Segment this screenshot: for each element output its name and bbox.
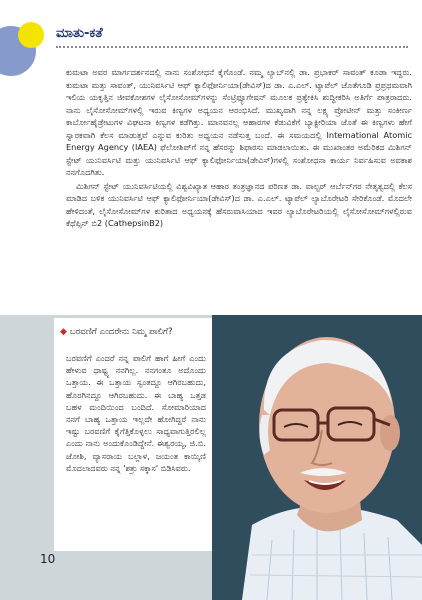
interview-question <box>60 326 206 339</box>
decorative-yellow-circle <box>18 22 44 48</box>
article-body <box>66 66 412 231</box>
portrait-photo <box>212 315 422 600</box>
header-dotted-rule <box>56 46 408 48</box>
section-title: ಮಾತು-ಕತೆ <box>56 26 103 41</box>
portrait-illustration <box>212 315 422 600</box>
page-number: 10 <box>40 552 56 566</box>
diamond-bullet-icon: ◆ <box>60 327 67 337</box>
interview-answer: ಬರವಣಿಗೆ ಎಂದರೆ ನನ್ನ ಪಾಲಿಗೆ ಹಾಗೆ ಹೀಗೆ ಎಂದು ಹೇಳುವ ಧಾಷ್ಟ್ಯ ನನಗಿಲ್ಲ. ನನಗಂತೂ ಅದೊಂದು ಒತ್ತಾಯ. ಈ ಒತ್ತಾಯ ಸ್ವಂತದ್ದೂ ಆಗಿರಬಹುದು, ಹೊರಗಿನದ್ದೂ ಆಗಿರಬಹುದು. ಈ ಬಾಹ್ಯ ಒತ್ತಡ ಬಹಳ ಮಂದಿಯಿಂದ ಬಂದಿದೆ. ಸೋಮಾರಿಯಾದ ನನಗೆ ಬಾಹ್ಯ ಒತ್ತಾಯ ಇಲ್ಲದೇ ಹೋಗಿದ್ದರೆ ನಾನು ಇಷ್ಟು ಬರವಣಿಗೆ ಕೈಗೆತ್ತಿಕೊಳ್ಳಲು ಸಾಧ್ಯವಾಗುತ್ತಿರಲಿಲ್ಲ ಎಂದು ನಾನು ಅಂದುಕೊಂಡಿದ್ದೇನೆ. ಈಶ್ವರಯ್ಯ, ಜಿ.ಬಿ. ಜೋಶಿ, ವ್ಯಾಸರಾಯ ಬಲ್ಲಾಳ, ಜಯಂತ ಕಾಯ್ಕಿಣಿ ಮೊದಲಾದವರು ನನ್ನ 'ಶತ್ರು ಸಕ್ಕಾಸ' ಬಿಡಿಸಿವರು. <box>66 353 206 473</box>
question-text: ಬರವಣಿಗೆ ಎಂದರೇನು ನಿಮ್ಮ ಪಾಲಿಗೆ? <box>69 327 173 337</box>
article-paragraph: ಕುಮಟಾ ಅವರ ಮಾರ್ಗದರ್ಶನದಲ್ಲಿ ನಾನು ಸಂಶೋಧನೆ ಕೈಗೊಂಡೆ. ನಮ್ಮ ಲ್ಯಾಬ್‌ನಲ್ಲಿ ಡಾ. ಪ್ರಭಾಕರ್ ಸಾವಂತ್ ಕೂಡಾ ಇದ್ದರು. ಕುಮಟಾ ಮತ್ತು ಸಾವಂತ್, ಯುನಿವರ್ಸಿಟಿ ಆಫ್ ಕ್ಯಾಲಿಫೋರ್ನಿಯಾ(ಡೇವಿಸ್)ದ ಡಾ. ಎ.ಎಲ್. ಟ್ಯಾಪೆಲ್ ಜೊತೆಗೂಡಿ ಪ್ರಪ್ರಥಮವಾಗಿ ಇಲಿಯ ಯಕೃತ್ತಿನ ಜೀವಕೋಶಗಳ ಲೈಸೋಸೋಮ್‌ಗಳನ್ನು ಸೆಂಟ್ರಿಫ್ಯೂಗೇಷನ್ ಮೂಲಕ ಪ್ರತ್ಯೇಕಿಸಿ ಶುದ್ಧೀಕರಿಸಿ ಅತಿರ್ಗೆ ಪಾತ್ರರಾದರು. ನಾನು ಲೈಸೋಸೋಮ್‌ಗಳಲ್ಲಿ ಇರುವ ಕಿಣ್ವಗಳ ಅಧ್ಯಯನ ಆರಂಭಿಸಿದೆ. ಮುಖ್ಯವಾಗಿ ನನ್ನ ಲಕ್ಷ್ಯ ಪ್ರೋಟೀನ್ ಮತ್ತು ಸಂಕೀರ್ಣ ಕಾರ್ಬೋಹೈಡ್ರೇಟುಗಳ ವಿಘಟನಾ ಕಿಣ್ವಗಳ ಕಡೆಗಿತ್ತು. ಮಾನವನಲ್ಲ ಆಹಾರಗಳ ಕೆಡುವಿಕೆಗೆ ಬ್ಯಾಕ್ಟೀರಿಯಾ ಜೊತೆ ಈ ಕಿಣ್ವಗಳು ಹೇಗೆ ಸ್ವಾರಕವಾಗಿ ಕೆಲಸ ಮಾಡುತ್ತವೆ ಎನ್ನುವ ಕುರಿತು ಅಧ್ಯಯನ ನಡೆಸುತ್ತ ಬಂದೆ. ಈ ಸಮಯದಲ್ಲಿ International Atomic Energy Agency (IAEA) ಫೆಲೋಶಿಪ್‌ಗೆ ನನ್ನ ಹೆಸರನ್ನು ಶಿಫಾರಸು ಮಾಡಲಾಯಿತು. ಈ ಮುಖಾಂತರ ಅಮೆರಿಕದ ಮಿಶಿಗನ್ ಸ್ಟೇಟ್ ಯುನಿವರ್ಸಿಟಿ ಮತ್ತು ಯುನಿವರ್ಸಿಟಿ ಆಫ್ ಕ್ಯಾಲಿಫೋರ್ನಿಯಾ(ಡೇವಿಸ್)ಗಳಲ್ಲಿ ಸಂಶೋಧನಾ ಕಾರ್ಯ ನಿರ್ವಹಿಸುವ ಅವಕಾಶ ನನಗೊದಗಿತು. <box>66 67 412 177</box>
article-paragraph: ಮಿಶಿಗನ್ ಸ್ಟೇಟ್ ಯುನಿವರ್ಸಿಟಿಯಲ್ಲಿ ವಿಶ್ವವಿಖ್ಯಾತ ಆಹಾರ ತಂತ್ರಜ್ಞಾನದ ಪರಿಣತ ಡಾ. ವಾಲ್ಟರ್ ಆರ್ಬೆನ್‌ಗರ ನೇತೃತ್ವದಲ್ಲಿ ಕೆಲಸ ಮಾಡಿದ ಬಳಿಕ ಯುನಿವರ್ಸಿಟಿ ಆಫ್ ಕ್ಯಾಲಿಫೋರ್ನಿಯಾ(ಡೇವಿಸ್)ದ ಡಾ. ಎ.ಎಲ್. ಟ್ಯಾಪೆಲ್ ಲ್ಯಾಬೊರೇಟರಿ ಸೇರಿಕೊಂಡೆ. ಮೊದಲೇ ಹೇಳಿದಂತೆ, ಲೈಸೋಸೋಮ್‌ಗಳ ಕುರಿತಾದ ಅಧ್ಯಯನಕ್ಕೆ ಹೆಸರುವಾಸಿಯಾದ ಇವರ ಲ್ಯಾಬೊರೇಟರಿಯಲ್ಲಿ ಲೈಸೋಸೋಮ್‌ಗಳಲ್ಲಿರುವ ಕೆಥೆಪ್ಸಿನ್ ಬಿ2 (CathepsinB2) <box>66 180 412 228</box>
